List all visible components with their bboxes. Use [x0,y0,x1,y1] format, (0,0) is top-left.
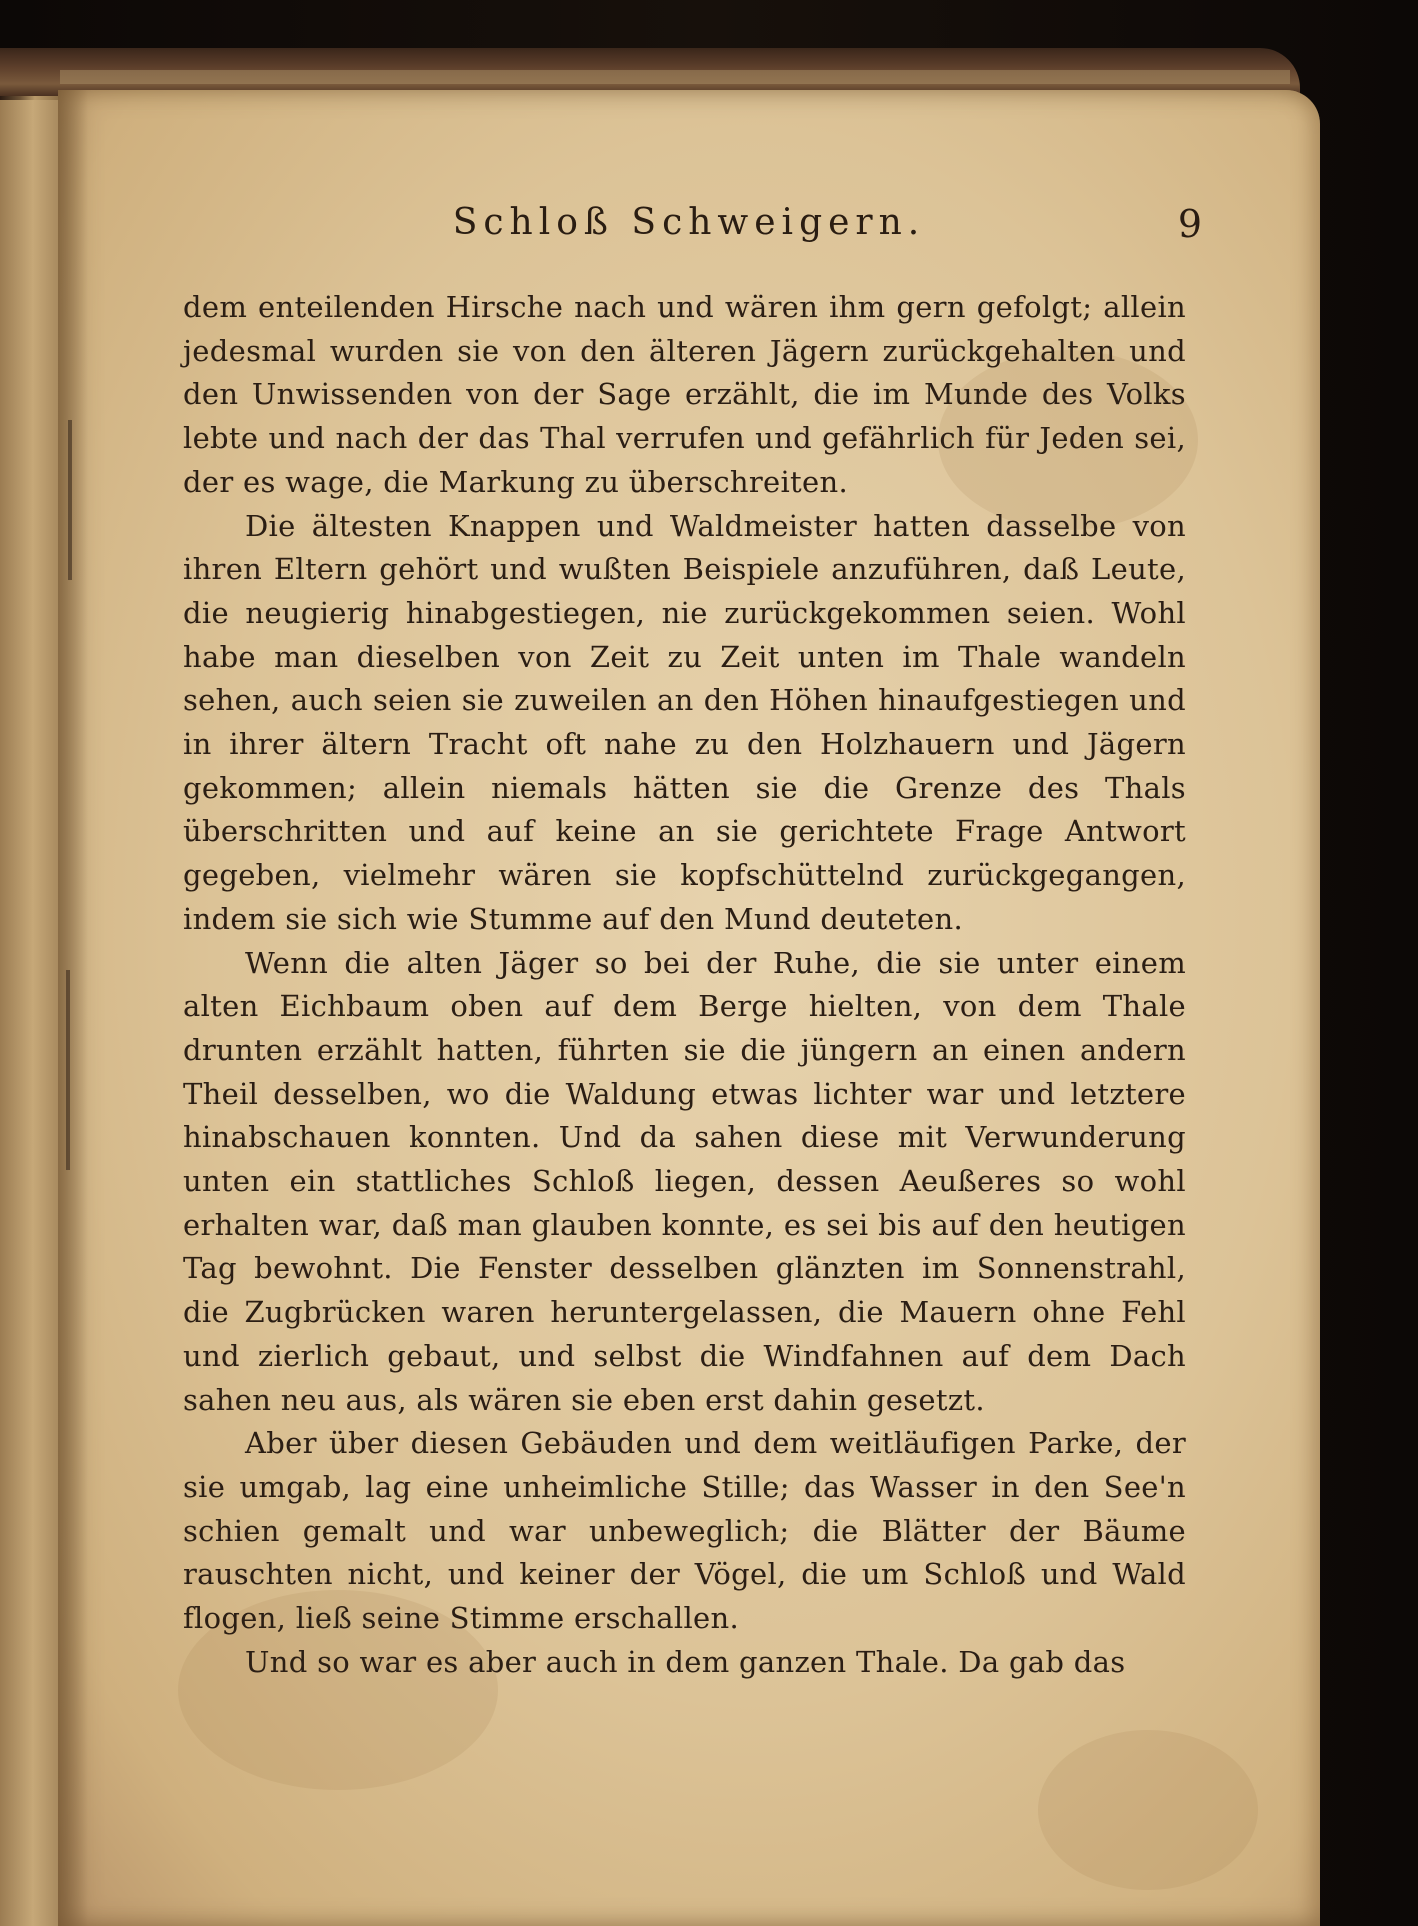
paragraph: dem enteilenden Hirsche nach und wären ihm gern gefolgt; allein jedesmal wurden sie von den älteren Jägern zurückgehalten und den Unwissenden von der Sage erzählt, die im Munde des Volks lebte und nach der das Thal verrufen und gefährlich für Jeden sei, der es wage, die Markung zu überschreiten. [183,290,1186,499]
cover-edge-band [60,70,1290,84]
running-title: Schloß Schweigern. [452,202,926,243]
paragraph: Und so war es aber auch in dem ganzen Thale. Da gab das [245,1644,1126,1679]
paragraph: Wenn die alten Jäger so bei der Ruhe, die sie unter einem alten Eichbaum oben auf dem Berge hielten, von dem Thale drunten erzählt hatten, führten sie die jüngern an einen andern Theil desselben, wo die Waldung etwas lichter war und letztere hinabschauen konnten. Und da sahen diese mit Verwunderung unten ein stattliches Schloß liegen, dessen Aeußeres so wohl erhalten war, daß man glauben konnte, es sei bis auf den heutigen Tag bewohnt. Die Fenster desselben glänzten im Sonnenstrahl, die Zugbrücken waren heruntergelassen, die Mauern ohne Fehl und zierlich gebaut, und selbst die Windfahnen auf dem Dach sahen neu aus, als wären sie eben erst dahin gesetzt. [183,945,1186,1417]
margin-mark [66,970,70,1170]
body-text [183,286,1186,1685]
margin-mark [68,420,72,580]
book-page [58,90,1320,1926]
paragraph: Die ältesten Knappen und Waldmeister hatten dasselbe von ihren Eltern gehört und wußten Beispiele anzuführen, daß Leute, die neugierig hinabgestiegen, nie zurückgekommen seien. Wohl habe man dieselben von Zeit zu Zeit unten im Thale wandeln sehen, auch seien sie zuweilen an den Höhen hinaufgestiegen und in ihrer ältern Tracht oft nahe zu den Holzhauern und Jägern gekommen; allein niemals hätten sie die Grenze des Thals überschritten und auf keine an sie gerichtete Frage Antwort gegeben, vielmehr wären sie kopfschüttelnd zurückgegangen, indem sie sich wie Stumme auf den Mund deuteten. [183,508,1186,936]
paper-stain [1038,1730,1258,1890]
page-header [58,202,1320,262]
left-page-edge [0,100,62,1926]
page-number: 9 [1177,202,1202,246]
paragraph: Aber über diesen Gebäuden und dem weitläufigen Parke, der sie umgab, lag eine unheimliche Stille; das Wasser in den See'n schien gemalt und war unbeweglich; die Blätter der Bäume rauschten nicht, und keiner der Vögel, die um Schloß und Wald flogen, ließ seine Stimme erschallen. [183,1426,1186,1636]
page-gutter-shadow [58,90,88,1926]
